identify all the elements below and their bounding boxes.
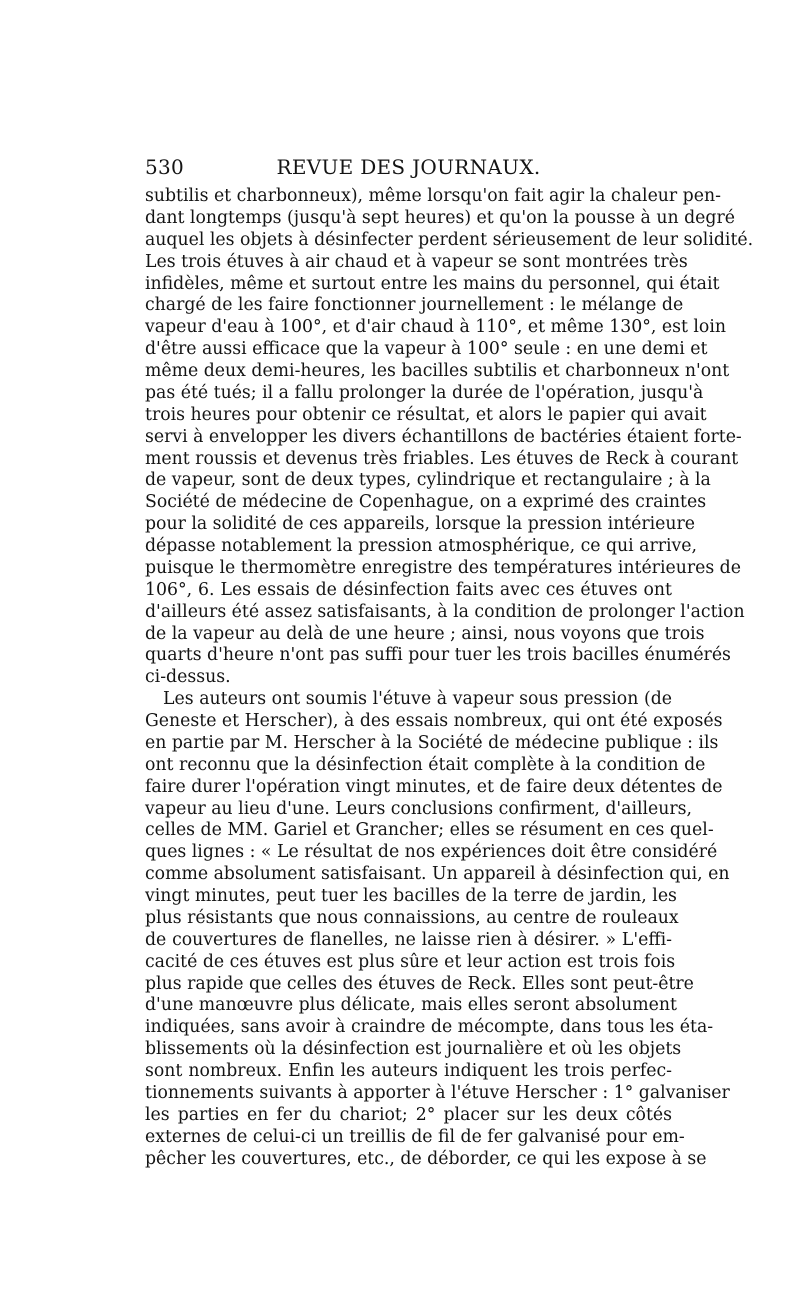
text-line: plus rapide que celles des étuves de Reck. Elles sont peut-être <box>145 973 694 994</box>
text-line: d'une manœuvre plus délicate, mais elles seront absolument <box>145 995 677 1016</box>
text-line: pêcher les couvertures, etc., de déborder, ce qui les expose à se <box>145 1148 707 1169</box>
body-text <box>145 186 754 1170</box>
text-line: Les auteurs ont soumis l'étuve à vapeur sous pression (de <box>163 689 672 710</box>
text-line: celles de MM. Gariel et Grancher; elles se résument en ces quel- <box>145 820 714 841</box>
text-line: vapeur au lieu d'une. Leurs conclusions confirment, d'ailleurs, <box>145 798 693 819</box>
text-line: de la vapeur au delà de une heure ; ainsi, nous voyons que trois <box>145 623 705 644</box>
text-line: Les trois étuves à air chaud et à vapeur se sont montrées très <box>145 251 688 272</box>
text-line: de vapeur, sont de deux types, cylindrique et rectangulaire ; à la <box>145 470 711 491</box>
text-line: même deux demi-heures, les bacilles subtilis et charbonneux n'ont <box>145 361 730 381</box>
text-line: externes de celui-ci un treillis de fil de fer galvanisé pour em- <box>145 1126 685 1147</box>
text-line: de couvertures de flanelles, ne laisse rien à désirer. » L'effi- <box>145 929 672 950</box>
text-line: tionnements suivants à apporter à l'étuve Herscher : 1° galvaniser <box>145 1082 730 1103</box>
text-line: en partie par M. Herscher à la Société de médecine publique : ils <box>145 732 719 753</box>
text-line: ont reconnu que la désinfection était complète à la condition de <box>145 754 706 775</box>
paragraph <box>145 186 754 689</box>
text-line: faire durer l'opération vingt minutes, et de faire deux détentes de <box>145 776 723 797</box>
text-line: trois heures pour obtenir ce résultat, et alors le papier qui avait <box>145 404 707 425</box>
text-line: plus résistants que nous connaissions, au centre de rouleaux <box>145 907 679 928</box>
page-header <box>145 152 672 182</box>
text-line: ment roussis et devenus très friables. Les étuves de Reck à courant <box>145 448 739 469</box>
text-line: Geneste et Herscher), à des essais nombreux, qui ont été exposés <box>145 711 723 731</box>
text-line: chargé de les faire fonctionner journellement : le mélange de <box>145 295 684 316</box>
text-line: indiquées, sans avoir à craindre de mécompte, dans tous les éta- <box>145 1017 714 1038</box>
text-line: ci-dessus. <box>145 667 231 688</box>
text-line: comme absolument satisfaisant. Un appareil à désinfection qui, en <box>145 864 730 885</box>
text-line: quarts d'heure n'ont pas suffi pour tuer les trois bacilles énumérés <box>145 645 731 666</box>
text-line: vapeur d'eau à 100°, et d'air chaud à 110°, et même 130°, est loin <box>145 317 726 338</box>
text-line: puisque le thermomètre enregistre des températures intérieures de <box>145 557 741 578</box>
text-line: sont nombreux. Enfin les auteurs indiquent les trois perfec- <box>145 1061 672 1081</box>
text-line: d'ailleurs été assez satisfaisants, à la condition de prolonger l'action <box>145 601 745 622</box>
paragraph <box>145 689 730 1170</box>
text-line: cacité de ces étuves est plus sûre et leur action est trois fois <box>145 951 676 972</box>
text-line: Société de médecine de Copenhague, on a exprimé des craintes <box>145 492 707 513</box>
text-line: vingt minutes, peut tuer les bacilles de la terre de jardin, les <box>145 886 677 906</box>
text-line: dépasse notablement la pression atmosphérique, ce qui arrive, <box>145 536 698 556</box>
text-line: ques lignes : « Le résultat de nos expériences doit être considéré <box>145 842 718 863</box>
text-line: dant longtemps (jusqu'à sept heures) et qu'on la pousse à un degré <box>145 207 735 228</box>
text-line: infidèles, même et surtout entre les mains du personnel, qui était <box>145 273 720 294</box>
text-line: auquel les objets à désinfecter perdent sérieusement de leur solidité. <box>145 229 754 250</box>
running-head-title: REVUE DES JOURNAUX. <box>276 155 541 179</box>
text-line: blissements où la désinfection est journalière et où les objets <box>145 1039 682 1060</box>
text-line: subtilis et charbonneux), même lorsqu'on fait agir la chaleur pen- <box>145 186 721 206</box>
text-line: pour la solidité de ces appareils, lorsque la pression intérieure <box>145 514 696 535</box>
text-line: d'être aussi efficace que la vapeur à 100° seule : en une demi et <box>145 339 708 360</box>
page-number: 530 <box>145 155 185 179</box>
text-line: les parties en fer du chariot; 2° placer sur les deux côtés <box>145 1104 672 1125</box>
text-line: pas été tués; il a fallu prolonger la durée de l'opération, jusqu'à <box>145 382 704 403</box>
text-line: servi à envelopper les divers échantillons de bactéries étaient forte- <box>145 426 742 447</box>
text-line: 106°, 6. Les essais de désinfection faits avec ces étuves ont <box>145 579 672 600</box>
